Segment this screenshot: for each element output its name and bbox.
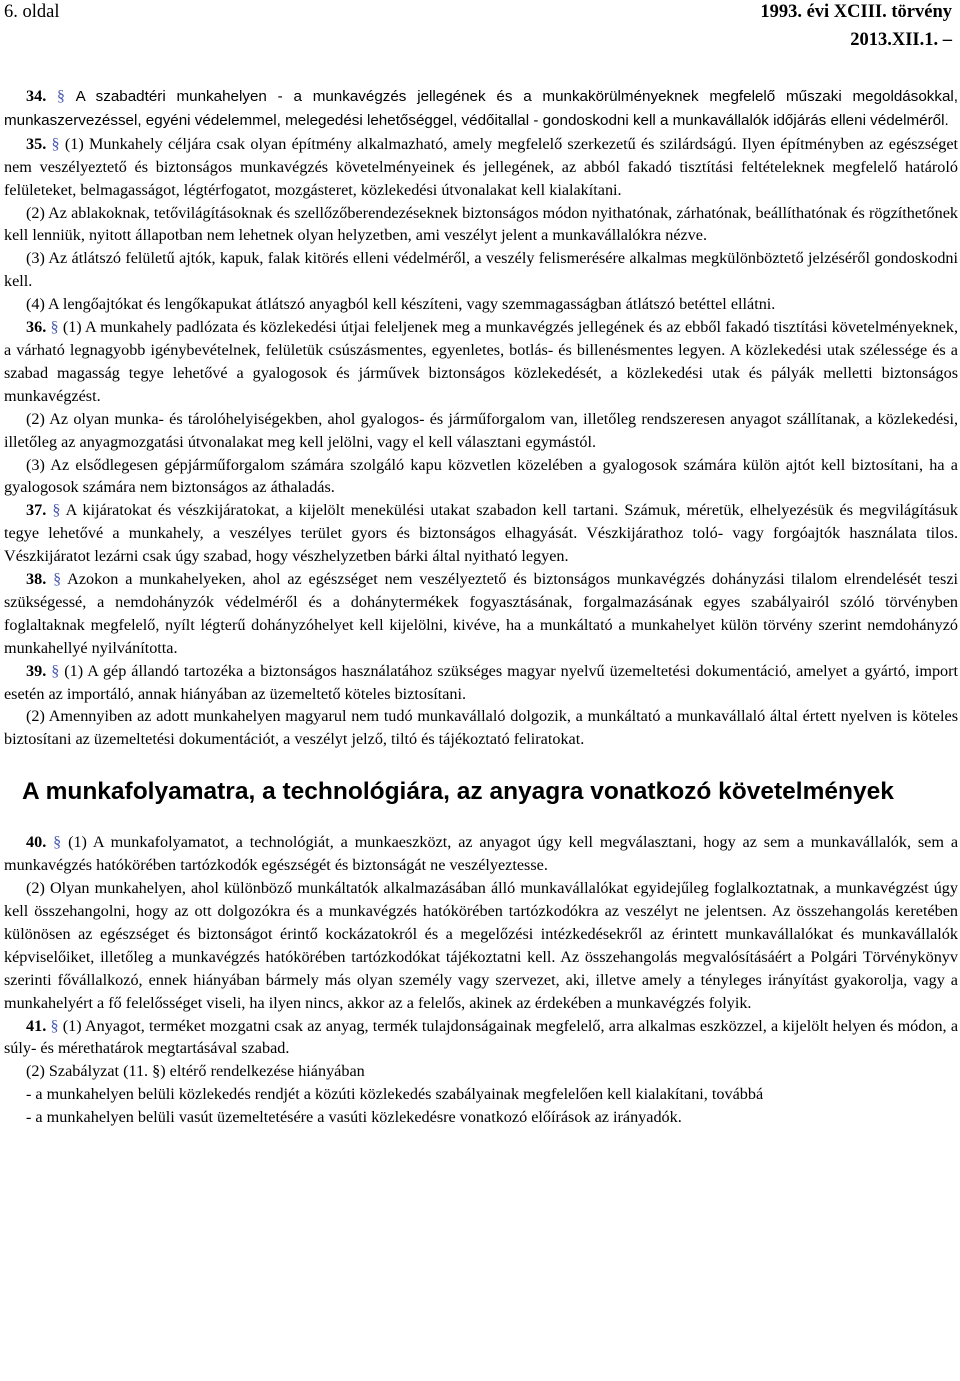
sections-block bbox=[4, 85, 958, 751]
paragraph-text: (4) A lengőajtókat és lengőkapukat átlátszó anyagból kell készíteni, vagy szemmagasságban átlátszó betéttel ellátni. bbox=[26, 295, 776, 314]
paragraph-text: (3) Az átlátszó felületű ajtók, kapuk, falak kitörés elleni védelméről, a veszély felismerésére alkalmas megkülönböztető jelzéséről gondoskodni kell. bbox=[4, 249, 958, 291]
dash-item-text: - a munkahelyen belüli vasút üzemeltetésére a vasúti közlekedésre vonatkozó előírások az irányadók. bbox=[26, 1108, 682, 1127]
dash-item-text: - a munkahelyen belüli közlekedés rendjét a közúti közlekedés szabályainak megfelelően kell kialakítani, továbbá bbox=[26, 1085, 764, 1104]
law-title: 1993. évi XCIII. törvény bbox=[760, 2, 952, 22]
section-number: 39. bbox=[26, 661, 47, 680]
paragraph bbox=[4, 247, 958, 293]
document-body bbox=[4, 85, 958, 1129]
paragraph bbox=[4, 568, 958, 660]
page-number: 6. oldal bbox=[4, 2, 60, 22]
sections-block-2 bbox=[4, 831, 958, 1060]
paragraph-text: (2) Az ablakoknak, tetővilágításoknak és szellőzőberendezéseknek biztonságos módon nyithatónak, zárhatónak, beállíthatónak és rögzíthetőnek kell lenniük, nyitott állapotban nem lehetnek olyan helyzetben, ami veszélyt jelent a munkavállalókra nézve. bbox=[4, 203, 958, 245]
paragraph-symbol-link[interactable]: § bbox=[52, 501, 61, 520]
paragraph bbox=[4, 877, 958, 1014]
paragraph bbox=[4, 316, 958, 408]
paragraph-symbol-link[interactable]: § bbox=[51, 661, 60, 680]
paragraph-text: (1) A gép állandó tartozéka a biztonságos használatához szükséges magyar nyelvű üzemeltetési dokumentáció, amelyet a gyártó, import esetén az importáló, annak hiányában az üzemeltető köteles biztosítani. bbox=[4, 661, 959, 703]
paragraph-text: A kijáratokat és vészkijáratokat, a kijelölt menekülési utakat szabadon kell tartani. Számuk, méretük, elhelyezésük és megvilágításuk tegye lehetővé a munkahely, a veszélyes terület gyors és biztonságos elhagyását. Vészkijárathoz toló- vagy forgóajtók használata tilos. Vészkijáratot lezárni csak úgy szabad, hogy vészhelyzetben bárki által nyitható legyen. bbox=[4, 501, 958, 566]
paragraph bbox=[4, 293, 958, 316]
section-number: 37. bbox=[26, 501, 47, 520]
paragraph bbox=[4, 454, 958, 500]
section-number: 34. bbox=[26, 87, 47, 105]
paragraph-symbol-link[interactable]: § bbox=[53, 833, 62, 852]
chapter-heading: A munkafolyamatra, a technológiára, az anyagra vonatkozó követelmények bbox=[22, 778, 894, 806]
paragraph-text: (2) Amennyiben az adott munkahelyen magyarul nem tudó munkavállaló dolgozik, a munkáltató a munkavállaló által értett nyelven is köteles biztosítani az üzemeltetési dokumentációt, a veszélyt jelző, tiltó és tájékoztató feliratokat. bbox=[4, 707, 958, 749]
section-number: 40. bbox=[26, 833, 47, 852]
law-date: 2013.XII.1. – bbox=[850, 30, 952, 50]
paragraph bbox=[4, 660, 958, 706]
paragraph-text: (3) Az elsődlegesen gépjárműforgalom számára szolgáló kapu közvetlen közelében a gyalogosok számára külön ajtót kell biztosítani, ha a gyalogosok számára nem biztonságos az áthaladás. bbox=[4, 455, 958, 497]
paragraph bbox=[4, 85, 958, 133]
paragraph-text: (2) Az olyan munka- és tárolóhelyiségekben, ahol gyalogos- és járműforgalom van, illetőleg rendszeresen anyagot szállítanak, a közlekedési, illetőleg az anyagmozgatási útvonalakat meg kell jelölni, vagy el kell választani egymástól. bbox=[4, 409, 958, 451]
dash-item bbox=[4, 1083, 958, 1106]
section-number: 38. bbox=[26, 570, 47, 589]
paragraph bbox=[4, 831, 958, 877]
paragraph bbox=[4, 1060, 958, 1083]
section-number: 35. bbox=[26, 134, 47, 153]
paragraph-symbol-link[interactable]: § bbox=[56, 87, 65, 105]
paragraph-text: Azokon a munkahelyeken, ahol az egészséget nem veszélyeztető és biztonságos munkavégzés dohányzási tilalom elrendelését teszi szükségessé, a nemdohányzók védelméről és a dohánytermékek fogyasztásának, forgalmazásának egyes szabályairól szóló törvényben foglaltaknak megfelelő, nyílt légterű dohányzóhelyet kell kijelölni, kivéve, ha a munkáltató a munkahelyet külön törvény szerint nemdohányzó munkahellyé nyilvánította. bbox=[4, 570, 958, 657]
paragraph bbox=[4, 499, 958, 568]
paragraph bbox=[4, 202, 958, 248]
section-number: 36. bbox=[26, 318, 47, 337]
paragraph-text: (2) Olyan munkahelyen, ahol különböző munkáltatók alkalmazásában álló munkavállalókat egyidejűleg foglalkoztatnak, a munkavégzést úgy kell összehangolni, hogy az ott dolgozókra és a munkavégzés hatókörében tartózkodókra az veszélyt ne jelentsen. Az összehangolás keretében különösen az egészséget és biztonságot érintő kockázatokról és a megelőzési intézkedésekről az érintett munkavállalókat és munkavállalók képviselőiket, illetőleg a munkavégzés hatókörében tartózkodókat tájékoztatni kell. Az összehangolás megvalósításáért a Polgári Törvénykönyv szerinti fővállalkozó, ennek hiányában bármely más olyan személy vagy szervezet, aki, illetve amely a tényleges irányítást gyakorolja, vagy a munkahelyért a fő felelősséget viseli, ha ilyen nincs, akkor az a felelős, akinek az érdekében a munkavégzés folyik. bbox=[4, 879, 958, 1012]
section-number: 41. bbox=[26, 1016, 47, 1035]
paragraph-symbol-link[interactable]: § bbox=[53, 570, 62, 589]
paragraph bbox=[4, 408, 958, 454]
dash-item bbox=[4, 1106, 958, 1129]
paragraph bbox=[4, 133, 958, 202]
paragraph-symbol-link[interactable]: § bbox=[51, 134, 60, 153]
paragraph-text: (1) A munkahely padlózata és közlekedési útjai feleljenek meg a munkavégzés jellegének és az ebből fakadó tisztítási követelményeknek, a várható legnagyobb igénybevételnek, felületük csúszásmentes, egyenletes, botlás- és billenésmentes legyen. A közlekedési utak szélessége és a szabad magasság tegye lehetővé a gyalogosok és járművek biztonságos közlekedését, a közlekedési utak és pályák melletti biztonságos munkavégzést. bbox=[4, 318, 958, 405]
paragraph-text: (1) A munkafolyamatot, a technológiát, a munkaeszközt, az anyagot úgy kell megválasztani, hogy az sem a munkavállalók, sem a munkavégzés hatókörében tartózkodók egészségét és biztonságát ne veszélyeztesse. bbox=[4, 833, 959, 875]
paragraph bbox=[4, 1015, 958, 1061]
tail-line: (2) Szabályzat (11. §) eltérő rendelkezése hiányában bbox=[26, 1062, 365, 1081]
paragraph-symbol-link[interactable]: § bbox=[50, 318, 59, 337]
paragraph bbox=[4, 705, 958, 751]
paragraph-symbol-link[interactable]: § bbox=[50, 1016, 59, 1035]
paragraph-text: A szabadtéri munkahelyen - a munkavégzés jellegének és a munkakörülményeknek megfelelő műszaki megoldásokkal, munkaszervezéssel, egyéni védelemmel, melegedési lehetőséggel, védőitallal - gondoskodni kell a munkavállalók időjárás elleni védelméről. bbox=[4, 88, 959, 129]
paragraph-text: (1) Munkahely céljára csak olyan építmény alkalmazható, amely megfelelő szerkezetű és szilárdságú. Ilyen építményben az egészséget nem veszélyeztető és biztonságos munkavégzés követelményeinek és jellegének, az abból fakadó tisztítási feltételeknek megfelelő határoló felületeket, belmagasságot, légtérfogatot, mozgásteret, közlekedési útvonalakat kell kialakítani. bbox=[4, 134, 959, 199]
paragraph-text: (1) Anyagot, terméket mozgatni csak az anyag, termék tulajdonságainak megfelelő, arra alkalmas eszközzel, a kijelölt helyen és módon, a súly- és mérethatárok megtartásával szabad. bbox=[4, 1016, 959, 1058]
